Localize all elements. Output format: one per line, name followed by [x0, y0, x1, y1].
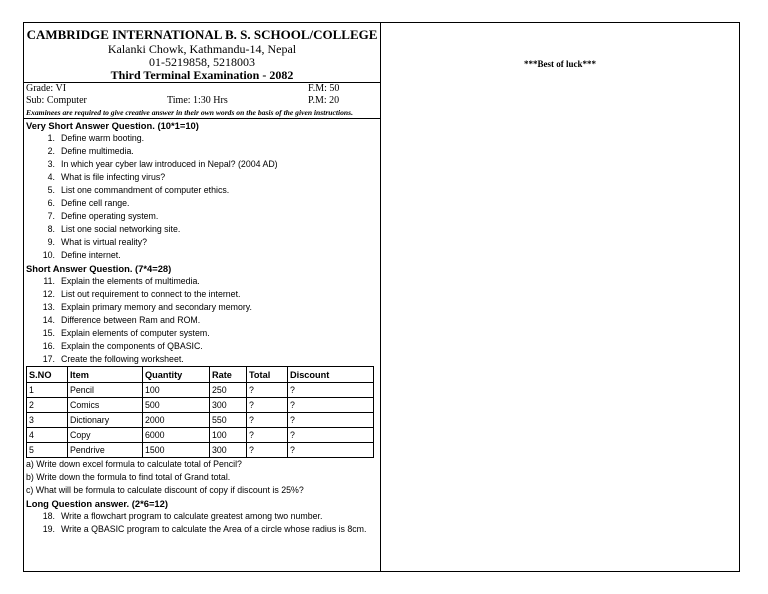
question-number: 11. [43, 276, 55, 286]
subject: Sub: Computer [26, 95, 87, 106]
question-text: Difference between Ram and ROM. [61, 315, 201, 325]
question-number: 10. [42, 250, 55, 260]
question-item [26, 132, 380, 145]
table-cell: Pencil [68, 383, 143, 398]
question-number: 2. [47, 146, 55, 156]
column-header: Discount [288, 367, 374, 383]
question-text: List one social networking site. [61, 224, 181, 234]
school-name: CAMBRIDGE INTERNATIONAL B. S. SCHOOL/COLLEGE [26, 27, 378, 42]
table-cell: 500 [143, 398, 210, 413]
question-number: 3. [47, 159, 55, 169]
table-header-row [27, 367, 374, 383]
table-cell: Copy [68, 428, 143, 443]
question-text: Define operating system. [61, 211, 159, 221]
question-number: 8. [47, 224, 55, 234]
table-cell: 2000 [143, 413, 210, 428]
question-text: Define internet. [61, 250, 121, 260]
exam-time: Time: 1:30 Hrs [167, 95, 228, 106]
question-number: 15. [42, 328, 55, 338]
table-row [27, 428, 374, 443]
section-c-questions [24, 510, 380, 535]
question-number: 6. [47, 198, 55, 208]
table-row [27, 443, 374, 458]
question-text: What is virtual reality? [61, 237, 148, 247]
question-item [26, 184, 380, 197]
full-marks: F.M: 50 [308, 83, 340, 94]
question-number: 13. [42, 302, 55, 312]
table-cell: 300 [210, 398, 247, 413]
column-header: Item [68, 367, 143, 383]
column-header: Rate [210, 367, 247, 383]
table-row [27, 413, 374, 428]
table-cell: 6000 [143, 428, 210, 443]
instructions: Examinees are required to give creative answer in their own words on the basis of the given instructions. [26, 108, 353, 117]
subject-row [24, 95, 380, 107]
table-cell: 100 [143, 383, 210, 398]
table-cell: 2 [27, 398, 68, 413]
question-item [26, 210, 380, 223]
table-row [27, 398, 374, 413]
question-number: 5. [47, 185, 55, 195]
question-number: 18. [42, 511, 55, 521]
school-header [24, 27, 380, 82]
question-item [26, 275, 380, 288]
school-address: Kalanki Chowk, Kathmandu-14, Nepal [107, 42, 297, 56]
sub-question: c) What will be formula to calculate discount of copy if discount is 25%? [26, 485, 304, 495]
question-item [26, 327, 380, 340]
question-text: Write a flowchart program to calculate greatest among two number. [61, 511, 323, 521]
table-cell: 1500 [143, 443, 210, 458]
question-item [26, 340, 380, 353]
sub-question: a) Write down excel formula to calculate total of Pencil? [26, 459, 242, 469]
question-number: 9. [47, 237, 55, 247]
question-text: List one commandment of computer ethics. [61, 185, 230, 195]
table-cell: ? [288, 398, 374, 413]
section-b-questions [24, 275, 380, 366]
exam-paper [23, 22, 740, 572]
table-cell: 300 [210, 443, 247, 458]
table-cell: ? [288, 413, 374, 428]
question-text: Explain primary memory and secondary memory. [61, 302, 252, 312]
question-item [26, 158, 380, 171]
question-text: Explain the elements of multimedia. [61, 276, 200, 286]
question-number: 4. [47, 172, 55, 182]
question-number: 12. [42, 289, 55, 299]
table-cell: 100 [210, 428, 247, 443]
table-cell: 1 [27, 383, 68, 398]
grade-row [24, 83, 380, 95]
section-b-title: Short Answer Question. (7*4=28) [26, 263, 172, 274]
table-cell: ? [247, 443, 288, 458]
table-cell: Dictionary [68, 413, 143, 428]
question-text: Write a QBASIC program to calculate the Area of a circle whose radius is 8cm. [61, 524, 367, 534]
best-of-luck-message: ***Best of luck*** [524, 59, 596, 69]
section-a-title: Very Short Answer Question. (10*1=10) [26, 120, 199, 131]
question-text: List out requirement to connect to the internet. [61, 289, 241, 299]
question-item [26, 171, 380, 184]
sub-question: b) Write down the formula to find total of Grand total. [26, 472, 231, 482]
column-header: Total [247, 367, 288, 383]
column-header: S.NO [27, 367, 68, 383]
table-cell: Comics [68, 398, 143, 413]
question-text: Define warm booting. [61, 133, 145, 143]
worksheet-table [26, 366, 374, 458]
question-number: 14. [42, 315, 55, 325]
table-cell: 550 [210, 413, 247, 428]
question-text: Define cell range. [61, 198, 130, 208]
question-column [24, 23, 380, 571]
question-item [26, 288, 380, 301]
question-text: What is file infecting virus? [61, 172, 166, 182]
question-item [26, 223, 380, 236]
table-cell: ? [247, 383, 288, 398]
column-header: Quantity [143, 367, 210, 383]
table-cell: ? [247, 413, 288, 428]
question-item [26, 236, 380, 249]
question-number: 7. [47, 211, 55, 221]
question-item [26, 510, 380, 523]
school-phone: 01-5219858, 5218003 [149, 55, 255, 69]
question-number: 1. [47, 133, 55, 143]
question-text: Explain the components of QBASIC. [61, 341, 203, 351]
table-cell: ? [247, 428, 288, 443]
grade: Grade: VI [26, 83, 67, 94]
table-cell: ? [288, 443, 374, 458]
question-item [26, 353, 380, 366]
question-item [26, 523, 380, 535]
question-item [26, 314, 380, 327]
question-text: In which year cyber law introduced in Nepal? (2004 AD) [61, 159, 278, 169]
question-item [26, 145, 380, 158]
question-number: 19. [42, 524, 55, 534]
table-cell: 5 [27, 443, 68, 458]
section-a-questions [24, 132, 380, 262]
question-text: Explain elements of computer system. [61, 328, 210, 338]
table-cell: Pendrive [68, 443, 143, 458]
question-text: Define multimedia. [61, 146, 134, 156]
exam-title: Third Terminal Examination - 2082 [110, 68, 294, 82]
table-cell: ? [288, 383, 374, 398]
table-row [27, 383, 374, 398]
right-panel [381, 23, 739, 571]
pass-marks: P.M: 20 [308, 95, 340, 106]
question-item [26, 249, 380, 262]
table-cell: ? [288, 428, 374, 443]
question-number: 17. [42, 354, 55, 364]
question-text: Create the following worksheet. [61, 354, 184, 364]
table-cell: 4 [27, 428, 68, 443]
question-number: 16. [42, 341, 55, 351]
section-c-title: Long Question answer. (2*6=12) [26, 498, 168, 509]
question-item [26, 197, 380, 210]
table-cell: 3 [27, 413, 68, 428]
table-cell: 250 [210, 383, 247, 398]
question-item [26, 301, 380, 314]
table-cell: ? [247, 398, 288, 413]
